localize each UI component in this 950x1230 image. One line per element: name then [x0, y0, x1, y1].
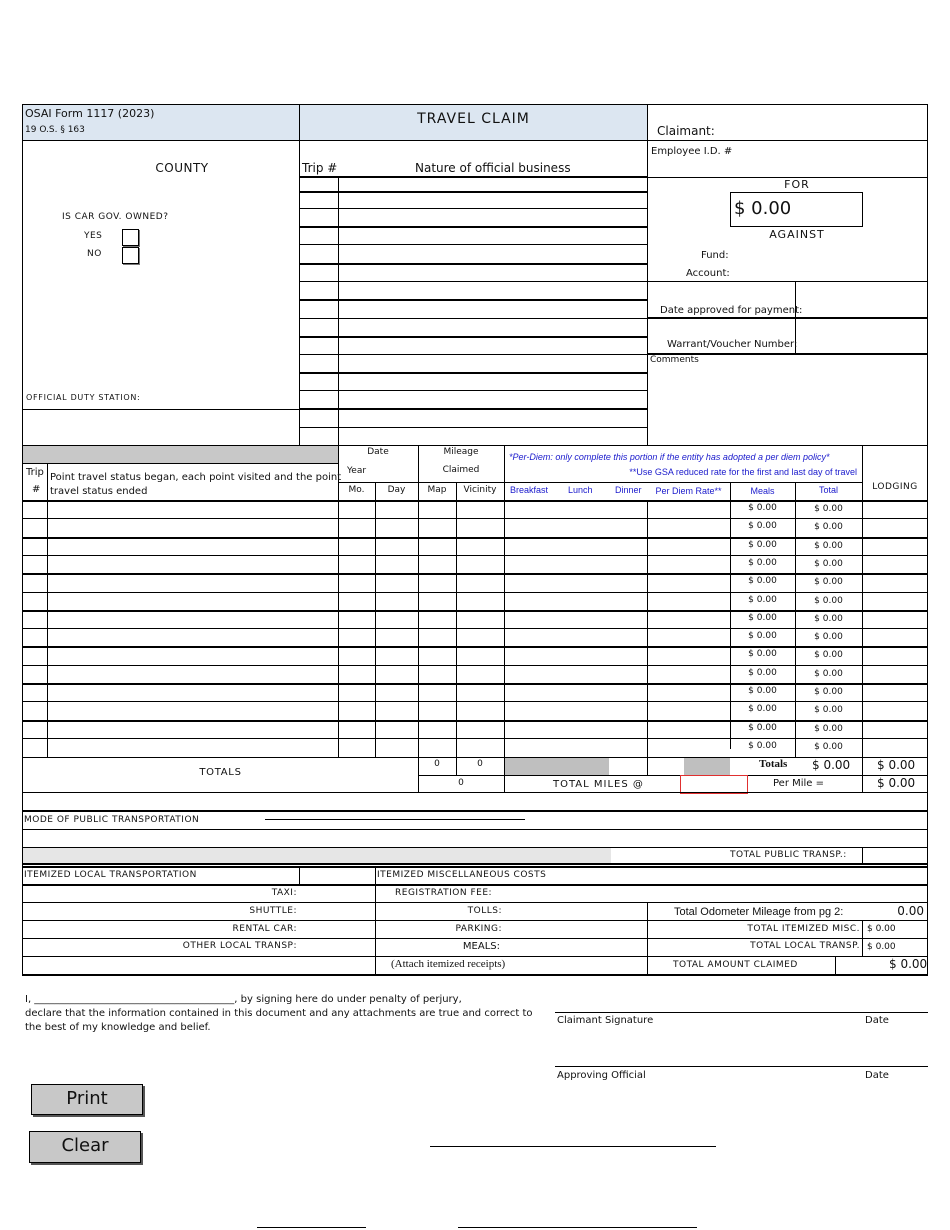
trip-row-line-0 — [299, 176, 648, 178]
points-label-1: Point travel status began, each point visited and the point — [50, 472, 342, 483]
per-mile-label: Per Mile = — [773, 778, 825, 789]
vicinity-total: 0 — [477, 759, 483, 769]
meals-total: $ 0.00 — [812, 758, 851, 772]
total-label: Total — [818, 485, 838, 495]
odometer-value: 0.00 — [897, 904, 924, 918]
lodging-total: $ 0.00 — [877, 758, 916, 772]
row-total-value: $ 0.00 — [814, 541, 843, 551]
vicinity-label: Vicinity — [463, 485, 497, 495]
mode-label: MODE OF PUBLIC TRANSPORTATION — [24, 815, 200, 825]
yes-checkbox[interactable] — [122, 229, 139, 246]
row-total-value: $ 0.00 — [814, 596, 843, 606]
row-meals-value: $ 0.00 — [748, 613, 777, 623]
attach-note: (Attach itemized receipts) — [391, 958, 506, 970]
trip-row-line-9 — [299, 336, 648, 338]
totals-word: Totals — [759, 758, 788, 770]
trip-row-line-7 — [299, 299, 648, 301]
row-meals-value: $ 0.00 — [748, 704, 777, 714]
row-total-value: $ 0.00 — [814, 522, 843, 532]
registration-label: REGISTRATION FEE: — [395, 888, 493, 898]
itemized-top — [22, 866, 928, 868]
row-meals-value: $ 0.00 — [748, 558, 777, 568]
claimed-label: TOTAL AMOUNT CLAIMED — [673, 960, 798, 970]
row-meals-value: $ 0.00 — [748, 595, 777, 605]
comments-label: Comments — [650, 355, 699, 365]
taxi-label: TAXI: — [271, 888, 297, 898]
claimant-date-label: Date — [865, 1015, 889, 1026]
map-total: 0 — [434, 759, 440, 769]
row-meals-value: $ 0.00 — [748, 521, 777, 531]
row-total-value: $ 0.00 — [814, 504, 843, 514]
trip-row-line-13 — [299, 408, 648, 410]
parking-label: PARKING: — [455, 924, 502, 934]
rate-label: Per Diem Rate** — [655, 486, 722, 496]
yes-label: YES — [84, 231, 103, 241]
extra-line-3 — [458, 1227, 697, 1228]
claimed-value: $ 0.00 — [889, 957, 928, 971]
row-total-value: $ 0.00 — [814, 669, 843, 679]
subheader-line — [338, 482, 863, 483]
misc-header: ITEMIZED MISCELLANEOUS COSTS — [377, 870, 547, 880]
map-label: Map — [427, 485, 447, 495]
total-public-divider — [862, 847, 863, 863]
duty-station-label: OFFICIAL DUTY STATION: — [26, 393, 141, 402]
local-row-3 — [22, 938, 928, 939]
div-left-center — [299, 104, 300, 445]
row-total-value: $ 0.00 — [814, 724, 843, 734]
row-meals-value: $ 0.00 — [748, 723, 777, 733]
public-line-2 — [22, 829, 928, 830]
against-label: AGAINST — [769, 228, 825, 241]
row-meals-value: $ 0.00 — [748, 741, 777, 751]
no-checkbox[interactable] — [122, 247, 139, 264]
warrant-top — [647, 317, 928, 319]
other-local-label: OTHER LOCAL TRANSP: — [182, 941, 297, 951]
trip-row-line-3 — [299, 226, 648, 228]
frame-top — [22, 104, 928, 105]
gsa-note: **Use GSA reduced rate for the first and last day of travel — [629, 467, 857, 477]
clear-button[interactable]: Clear — [29, 1131, 141, 1163]
misc-total-label: TOTAL ITEMIZED MISC. — [747, 924, 860, 934]
odometer-label: Total Odometer Mileage from pg 2: — [674, 906, 844, 918]
page-title: TRAVEL CLAIM — [417, 111, 530, 127]
travel-header-grey-bottom — [22, 463, 339, 464]
row-meals-value: $ 0.00 — [748, 540, 777, 550]
public-bottom — [22, 863, 928, 865]
misc-meals-label: MEALS: — [462, 941, 500, 952]
dinner-label: Dinner — [615, 485, 642, 495]
claimant-sig-label: Claimant Signature — [557, 1015, 654, 1026]
div-center-right — [647, 104, 648, 445]
date-approved-label: Date approved for payment: — [660, 305, 803, 316]
row-meals-value: $ 0.00 — [748, 576, 777, 586]
row-total-value: $ 0.00 — [814, 577, 843, 587]
print-button[interactable]: Print — [31, 1084, 143, 1115]
breakfast-label: Breakfast — [510, 485, 549, 495]
declaration-line-1: I, ________________________________________, by signing here do under penalty of perjury, — [25, 994, 462, 1005]
itemized-left-div — [299, 867, 300, 884]
row-total-value: $ 0.00 — [814, 650, 843, 660]
summary-value-div — [862, 920, 863, 956]
local-total-label: TOTAL LOCAL TRANSP. — [750, 941, 860, 951]
miles-total: 0 — [458, 778, 464, 788]
total-public-label: TOTAL PUBLIC TRANSP.: — [730, 850, 847, 860]
employee-id-label: Employee I.D. # — [651, 146, 733, 157]
row-total-value: $ 0.00 — [814, 614, 843, 624]
approver-sig-line — [555, 1066, 928, 1067]
miles-row-bottom — [22, 792, 928, 793]
day-label: Day — [387, 485, 406, 495]
local-row-2 — [22, 920, 928, 921]
trip-row-line-2 — [299, 208, 648, 209]
mode-underline — [265, 819, 525, 820]
mileage-amount: $ 0.00 — [877, 776, 916, 790]
misc-total-value: $ 0.00 — [867, 924, 896, 934]
claimant-sig-line — [555, 1012, 928, 1013]
account-label: Account: — [686, 268, 730, 279]
mileage-label: Mileage — [443, 447, 479, 457]
trip-row-line-8 — [299, 318, 648, 319]
claimant-bottom — [647, 140, 927, 141]
local-row-1 — [22, 902, 928, 903]
row-total-value: $ 0.00 — [814, 559, 843, 569]
row-total-value: $ 0.00 — [814, 742, 843, 752]
declaration-line-3: the best of my knowledge and belief. — [25, 1022, 211, 1033]
lodging-label: LODGING — [872, 482, 918, 492]
county-label: COUNTY — [155, 161, 209, 175]
duty-station-line — [22, 409, 300, 410]
row-meals-value: $ 0.00 — [748, 649, 777, 659]
row-meals-value: $ 0.00 — [748, 503, 777, 513]
row-total-value: $ 0.00 — [814, 705, 843, 715]
row-meals-value: $ 0.00 — [748, 686, 777, 696]
date-approved-top — [647, 281, 927, 282]
trip-label: Trip # — [302, 161, 338, 175]
local-header: ITEMIZED LOCAL TRANSPORTATION — [24, 870, 197, 880]
totals-top — [22, 757, 928, 758]
shuttle-label: SHUTTLE: — [249, 906, 297, 916]
points-label-2: travel status ended — [50, 486, 148, 497]
amount-value: $ 0.00 — [734, 198, 792, 219]
rental-car-label: RENTAL CAR: — [232, 924, 297, 934]
public-grey — [23, 848, 611, 863]
tolls-label: TOLLS: — [467, 906, 502, 916]
form-id: OSAI Form 1117 (2023) — [25, 107, 155, 120]
claimed-label: Claimed — [442, 465, 480, 475]
perdiem-note: *Per-Diem: only complete this portion if the entity has adopted a per diem policy* — [509, 452, 830, 462]
trip-row-line-1 — [299, 191, 648, 193]
summary-left-div — [647, 902, 648, 975]
trip-row-line-12 — [299, 390, 648, 391]
frame-bottom — [22, 974, 928, 976]
claimed-value-div — [835, 956, 836, 975]
miles-row-top — [418, 775, 928, 776]
travel-header-grey — [23, 446, 338, 463]
rate-totals-grey — [684, 758, 730, 775]
trip-hash-label: # — [32, 484, 41, 495]
header-bottom — [22, 140, 648, 141]
lunch-label: Lunch — [568, 485, 593, 495]
trip-row-line-10 — [299, 354, 648, 355]
trip-row-line-14 — [299, 427, 648, 428]
totals-label: TOTALS — [199, 767, 242, 778]
approver-date-label: Date — [865, 1070, 889, 1081]
business-label: Nature of official business — [415, 161, 571, 175]
meals-label: Meals — [750, 486, 775, 496]
itemized-header-bottom — [22, 884, 928, 886]
trip-row-line-5 — [299, 263, 648, 265]
warrant-label: Warrant/Voucher Number: — [667, 339, 798, 350]
meal-totals-grey — [505, 758, 609, 775]
total-miles-label: TOTAL MILES @ — [553, 779, 644, 790]
trip-col-label: Trip — [26, 467, 44, 478]
row-total-value: $ 0.00 — [814, 632, 843, 642]
claimant-label: Claimant: — [657, 124, 715, 138]
for-label: FOR — [784, 178, 810, 191]
trip-row-line-6 — [299, 281, 648, 282]
extra-line-2 — [257, 1227, 366, 1228]
trip-col-divider — [338, 177, 339, 445]
trip-row-line-11 — [299, 372, 648, 374]
approver-sig-label: Approving Official — [557, 1070, 646, 1081]
local-total-value: $ 0.00 — [867, 942, 896, 952]
row-meals-value: $ 0.00 — [748, 631, 777, 641]
extra-line-1 — [430, 1146, 716, 1147]
car-question: IS CAR GOV. OWNED? — [62, 212, 169, 222]
no-label: NO — [87, 249, 102, 259]
row-meals-value: $ 0.00 — [748, 668, 777, 678]
date-label: Date — [367, 447, 389, 457]
trip-row-line-4 — [299, 244, 648, 245]
public-top — [22, 810, 928, 812]
mo-label: Mo. — [348, 485, 365, 495]
year-label: Year — [347, 466, 367, 476]
statute: 19 O.S. § 163 — [25, 125, 85, 135]
local-row-4 — [22, 956, 928, 957]
declaration-line-2: declare that the information contained in this document and any attachments are true and correct to — [25, 1008, 533, 1019]
row-total-value: $ 0.00 — [814, 687, 843, 697]
fund-label: Fund: — [701, 250, 729, 261]
